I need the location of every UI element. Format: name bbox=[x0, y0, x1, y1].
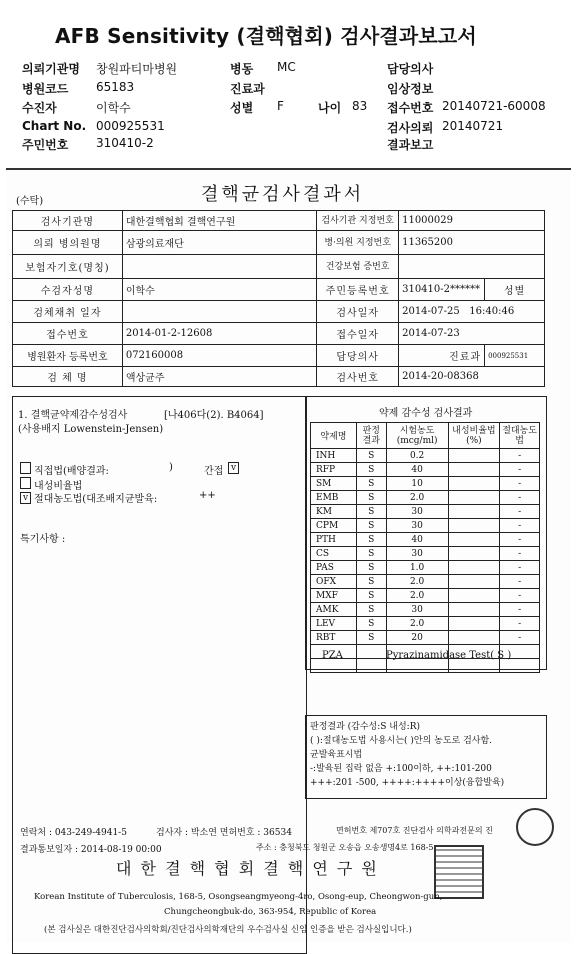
judgement-l5: +++:201 -500, ++++:++++이상(융합발육) bbox=[310, 778, 505, 788]
drug-name-cell: PAS bbox=[311, 561, 357, 575]
scanned-form bbox=[6, 168, 571, 942]
drug-name-cell: RFP bbox=[311, 463, 357, 477]
conc-cell: 2.0 bbox=[386, 617, 448, 631]
conc-header: 시험농도(mcg/ml) bbox=[386, 423, 448, 449]
abs-cell: - bbox=[500, 617, 540, 631]
ratio-cell bbox=[448, 463, 500, 477]
age-value: 83 bbox=[352, 99, 368, 113]
test-date: 2014-07-25 bbox=[402, 306, 460, 317]
patient-reg-label: 병원환자 등록번호 bbox=[13, 345, 123, 367]
chart-no-label: Chart No. bbox=[22, 119, 87, 133]
insurer-value bbox=[122, 255, 316, 279]
req-org-label: 의뢰기관명 bbox=[22, 62, 80, 76]
result-cell: S bbox=[356, 631, 386, 645]
rrn-value: 310410-2 bbox=[96, 136, 154, 150]
test-item: 1. 결핵균약제감수성검사 bbox=[18, 410, 128, 421]
pza-label: PZA bbox=[322, 650, 343, 661]
ward-label: 병동 bbox=[230, 62, 254, 76]
result-cell: S bbox=[356, 589, 386, 603]
req-org-no-value: 11365200 bbox=[399, 231, 545, 255]
result-cell: S bbox=[356, 449, 386, 463]
conc-cell: 30 bbox=[386, 505, 448, 519]
patient-value: 이학수 bbox=[96, 101, 131, 115]
drug-name-cell: KM bbox=[311, 505, 357, 519]
recv-date-label: 접수일자 bbox=[317, 323, 399, 345]
name-value: 이학수 bbox=[122, 279, 316, 301]
recv-no-label: 접수번호 bbox=[13, 323, 123, 345]
pza-value: Pyrazinamidase Test( S ) bbox=[386, 650, 512, 661]
judgement-l3: 균발육표시법 bbox=[310, 750, 363, 760]
conc-cell: 2.0 bbox=[386, 589, 448, 603]
form-sex-label: 성별 bbox=[485, 279, 545, 301]
conc-cell: 30 bbox=[386, 603, 448, 617]
patient-label: 수진자 bbox=[22, 101, 57, 115]
test-org-no-label: 검사기관 지정번호 bbox=[317, 211, 399, 231]
ratio-cell bbox=[448, 631, 500, 645]
drug-row bbox=[311, 561, 540, 575]
drug-row bbox=[311, 575, 540, 589]
recv-no-value: 2014-01-2-12608 bbox=[122, 323, 316, 345]
req-org-form-value: 삼광의료재단 bbox=[122, 231, 316, 255]
ratio-header: 내성비율법(%) bbox=[448, 423, 500, 449]
test-code: [나406다(2). B4064] bbox=[164, 410, 264, 421]
test-no-label: 검사번호 bbox=[317, 367, 399, 387]
drug-table-caption: 약제 감수성 검사결과 bbox=[379, 408, 473, 419]
recv-date-value: 2014-07-23 bbox=[399, 323, 545, 345]
indirect-label: 간접 bbox=[204, 466, 224, 477]
drug-name-cell: EMB bbox=[311, 491, 357, 505]
test-date-label: 검사일자 bbox=[317, 301, 399, 323]
drug-row bbox=[311, 603, 540, 617]
special-label: 특기사항 : bbox=[20, 534, 66, 545]
conc-cell: 30 bbox=[386, 519, 448, 533]
abs-cell: - bbox=[500, 589, 540, 603]
specimen-value: 액상균주 bbox=[122, 367, 316, 387]
drug-name-cell: OFX bbox=[311, 575, 357, 589]
direct-checkbox[interactable] bbox=[20, 462, 31, 474]
sex-label: 성별 bbox=[230, 101, 254, 115]
ins-cert-value bbox=[399, 255, 545, 279]
ratio-cell bbox=[448, 561, 500, 575]
test-org-value: 대한결핵협회 결핵연구원 bbox=[122, 211, 316, 231]
doctor-label: 담당의사 bbox=[387, 62, 434, 76]
ratio-checkbox[interactable] bbox=[20, 477, 31, 489]
footer-license: 면허번호 제707호 진단검사 의학과전문의 진 bbox=[336, 826, 493, 835]
req-org-no-label: 병·의원 지정번호 bbox=[317, 231, 399, 255]
copy-mark: (수탁) bbox=[16, 196, 44, 207]
conc-cell: 0.2 bbox=[386, 449, 448, 463]
drug-row bbox=[311, 631, 540, 645]
drug-row bbox=[311, 463, 540, 477]
conc-cell: 20 bbox=[386, 631, 448, 645]
drug-row bbox=[311, 519, 540, 533]
drug-name-cell: INH bbox=[311, 449, 357, 463]
drug-name-cell: CS bbox=[311, 547, 357, 561]
form-rrn-value: 310410-2****** bbox=[399, 279, 485, 301]
abs-cell: - bbox=[500, 631, 540, 645]
result-cell: S bbox=[356, 505, 386, 519]
abs-cell: - bbox=[500, 561, 540, 575]
ratio-cell bbox=[448, 449, 500, 463]
drug-table bbox=[310, 422, 540, 673]
result-cell: S bbox=[356, 561, 386, 575]
drug-name-cell: CPM bbox=[311, 519, 357, 533]
conc-cell: 2.0 bbox=[386, 575, 448, 589]
conc-cell: 10 bbox=[386, 477, 448, 491]
ins-cert-label: 건강보험 증번호 bbox=[317, 255, 399, 279]
conc-cell: 30 bbox=[386, 547, 448, 561]
abs-header: 절대농도법 bbox=[500, 423, 540, 449]
abs-cell: - bbox=[500, 547, 540, 561]
test-org-label: 검사기관명 bbox=[13, 211, 123, 231]
abs-cell: - bbox=[500, 519, 540, 533]
insurer-label: 보험자기호(명칭) bbox=[13, 255, 123, 279]
clinical-info-label: 임상정보 bbox=[387, 82, 434, 96]
ratio-cell bbox=[448, 547, 500, 561]
info-table bbox=[12, 210, 545, 387]
ratio-cell bbox=[448, 589, 500, 603]
specimen-label: 검 체 명 bbox=[13, 367, 123, 387]
form-rrn-label: 주민등록번호 bbox=[317, 279, 399, 301]
abs-cell: - bbox=[500, 491, 540, 505]
rrn-label: 주민번호 bbox=[22, 138, 69, 152]
drug-name-cell: RBT bbox=[311, 631, 357, 645]
drug-row bbox=[311, 589, 540, 603]
abs-value: ++ bbox=[199, 490, 216, 501]
test-time: 16:40:46 bbox=[469, 306, 515, 317]
drug-row bbox=[311, 617, 540, 631]
official-seal-icon bbox=[434, 845, 484, 899]
ratio-cell bbox=[448, 533, 500, 547]
abs-cell: - bbox=[500, 603, 540, 617]
form-dept-code: 000925531 bbox=[485, 345, 545, 367]
direct-label: 직접법(배양결과: bbox=[34, 466, 109, 477]
ratio-cell bbox=[448, 603, 500, 617]
abs-checkbox[interactable]: v bbox=[20, 492, 31, 504]
result-cell: S bbox=[356, 477, 386, 491]
footer-phone: 연락처 : 043-249-4941-5 bbox=[20, 828, 127, 838]
sex-value: F bbox=[277, 99, 284, 113]
conc-cell: 40 bbox=[386, 463, 448, 477]
ratio-cell bbox=[448, 575, 500, 589]
ratio-cell bbox=[448, 477, 500, 491]
abs-cell: - bbox=[500, 477, 540, 491]
chart-no-value: 000925531 bbox=[96, 119, 165, 133]
req-org-form-label: 의뢰 병의원명 bbox=[13, 231, 123, 255]
collect-date-label: 검체채취 일자 bbox=[13, 301, 123, 323]
medium: (사용배지 Lowenstein-Jensen) bbox=[18, 424, 164, 435]
conc-cell: 2.0 bbox=[386, 491, 448, 505]
hosp-code-value: 65183 bbox=[96, 80, 135, 94]
result-cell bbox=[356, 659, 386, 673]
abs-cell: - bbox=[500, 505, 540, 519]
ratio-cell bbox=[448, 519, 500, 533]
drug-name-cell: SM bbox=[311, 477, 357, 491]
judgement-l1: 판정결과 (감수성:S 내성:R) bbox=[310, 722, 420, 732]
abs-cell: - bbox=[500, 449, 540, 463]
test-org-no-value: 11000029 bbox=[399, 211, 545, 231]
drug-name-cell: MXF bbox=[311, 589, 357, 603]
result-cell: S bbox=[356, 519, 386, 533]
patient-reg-value: 072160008 bbox=[122, 345, 316, 367]
receipt-no-value: 20140721-60008 bbox=[442, 99, 546, 113]
drug-row bbox=[311, 449, 540, 463]
test-no-value: 2014-20-08368 bbox=[399, 367, 545, 387]
drug-row bbox=[311, 533, 540, 547]
abs-label: 절대농도법(대조배지균발육: bbox=[34, 494, 158, 505]
result-cell: S bbox=[356, 491, 386, 505]
form-title: 결핵균검사결과서 bbox=[201, 184, 365, 205]
test-date-value bbox=[399, 301, 545, 323]
result-header: 판정결과 bbox=[356, 423, 386, 449]
receipt-no-label: 접수번호 bbox=[387, 101, 434, 115]
result-cell: S bbox=[356, 463, 386, 477]
circular-seal-icon bbox=[516, 808, 554, 846]
direct-close: ) bbox=[169, 462, 173, 473]
result-cell: S bbox=[356, 547, 386, 561]
req-date-label: 검사의뢰 bbox=[387, 121, 434, 135]
footer-tester: 검사자 : 박소연 면허번호 : 36534 bbox=[156, 828, 292, 838]
abs-cell: - bbox=[500, 575, 540, 589]
footer-inst-name: 대 한 결 핵 협 회 결 핵 연 구 원 bbox=[116, 859, 379, 878]
abs-cell: - bbox=[500, 463, 540, 477]
ratio-cell bbox=[448, 617, 500, 631]
result-cell: S bbox=[356, 575, 386, 589]
req-org-value: 창원파티마병원 bbox=[96, 62, 178, 76]
result-cell: S bbox=[356, 617, 386, 631]
drug-rows bbox=[311, 449, 540, 673]
ratio-label: 내성비율법 bbox=[34, 481, 83, 492]
drug-row bbox=[311, 505, 540, 519]
indirect-checkbox[interactable]: v bbox=[228, 462, 239, 474]
drug-row bbox=[311, 547, 540, 561]
result-cell: S bbox=[356, 533, 386, 547]
ward-value: MC bbox=[277, 60, 296, 74]
conc-cell: 1.0 bbox=[386, 561, 448, 575]
judgement-l4: -:발육된 집락 없음 +:100이하, ++:101-200 bbox=[310, 764, 492, 774]
footer-report-date: 결과통보일자 : 2014-08-19 00:00 bbox=[20, 845, 162, 855]
req-date-value: 20140721 bbox=[442, 119, 504, 133]
footer-address-en2: Chungcheongbuk-do, 363-954, Republic of Korea bbox=[164, 907, 377, 917]
report-title: AFB Sensitivity (결핵협회) 검사결과보고서 bbox=[55, 24, 477, 48]
report-label: 결과보고 bbox=[387, 138, 434, 152]
ratio-cell bbox=[448, 491, 500, 505]
judgement-l2: ( ):절대농도법 사용시는( )안의 농도로 검사함. bbox=[310, 736, 493, 746]
drug-header: 약제명 bbox=[311, 423, 357, 449]
age-label: 나이 bbox=[318, 101, 342, 115]
footer-address-kr: 주소 : 충청북도 청원군 오송읍 오송생명4로 168-5 bbox=[256, 843, 434, 852]
drug-name-cell: LEV bbox=[311, 617, 357, 631]
drug-name-cell: AMK bbox=[311, 603, 357, 617]
hosp-code-label: 병원코드 bbox=[22, 82, 69, 96]
name-label: 수검자성명 bbox=[13, 279, 123, 301]
form-dept-label: 진료과 bbox=[399, 345, 485, 367]
footer-address-en1: Korean Institute of Tuberculosis, 168-5, Osongseangmyeong-4ro, Osong-eup, Cheongwon-gun, bbox=[34, 892, 443, 902]
result-cell: S bbox=[356, 603, 386, 617]
form-doctor-label: 담당의사 bbox=[317, 345, 399, 367]
drug-name-cell: PTH bbox=[311, 533, 357, 547]
collect-date-value bbox=[122, 301, 316, 323]
abs-cell: - bbox=[500, 533, 540, 547]
drug-row bbox=[311, 491, 540, 505]
result-cell bbox=[356, 645, 386, 659]
drug-row bbox=[311, 477, 540, 491]
dept-label: 진료과 bbox=[230, 82, 265, 96]
conc-cell: 40 bbox=[386, 533, 448, 547]
footer-note: (본 검사실은 대한진단검사의학회/진단검사의학재단의 우수검사실 신임 인증을 받은 검사실입니다.) bbox=[44, 925, 412, 935]
ratio-cell bbox=[448, 505, 500, 519]
